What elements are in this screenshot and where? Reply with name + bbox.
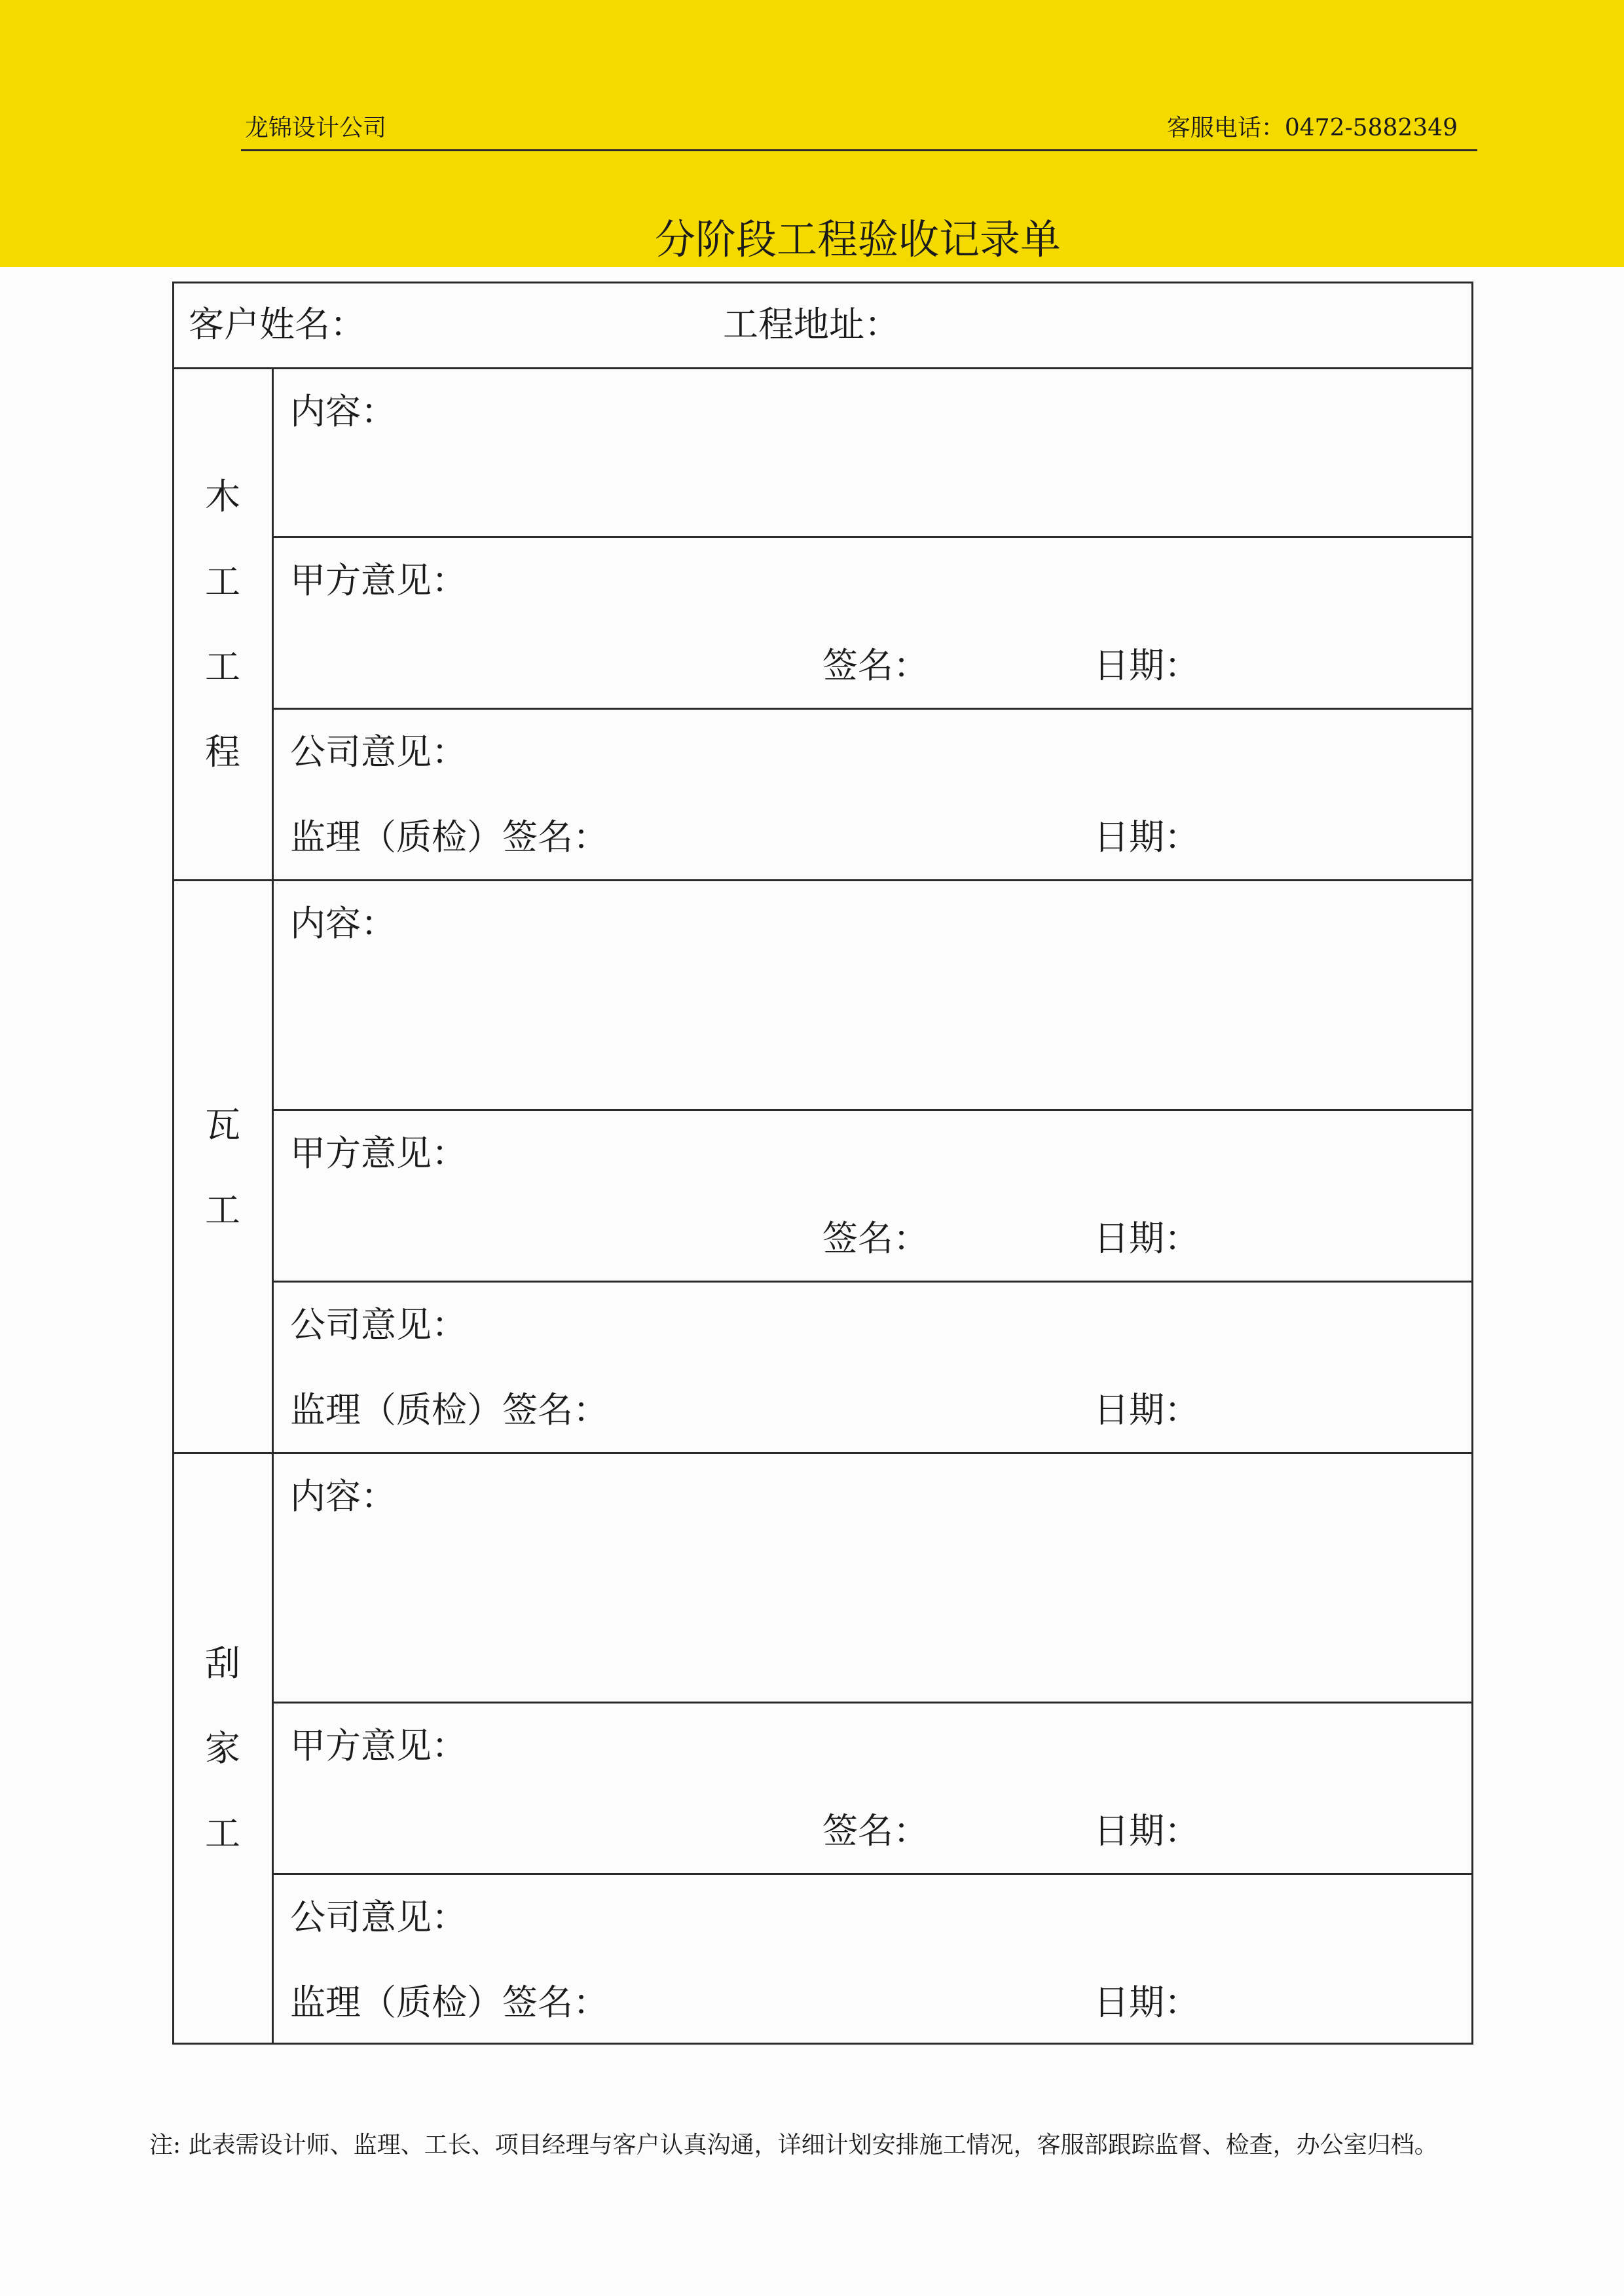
signature-label: 签名： [822, 1218, 929, 1259]
date-label: 日期： [1094, 645, 1200, 686]
supervisor-date-label: 日期： [1094, 816, 1200, 858]
divider-s3-owner [272, 1873, 1473, 1875]
supervisor-signature-label: 监理（质检）签名： [290, 1389, 608, 1430]
signature-label: 签名： [822, 645, 929, 686]
supervisor-signature-label: 监理（质检）签名： [290, 816, 608, 858]
customer-name-label: 客户姓名： [189, 304, 365, 345]
divider-section-2 [172, 1452, 1473, 1454]
company-opinion-label: 公司意见： [290, 731, 467, 773]
content-label: 内容： [290, 903, 396, 944]
header-divider [241, 149, 1477, 151]
signature-label: 签名： [822, 1810, 929, 1851]
owner-opinion-label: 甲方意见： [290, 560, 467, 601]
date-label: 日期： [1094, 1810, 1200, 1851]
divider-s1-owner [272, 708, 1473, 710]
supervisor-date-label: 日期： [1094, 1389, 1200, 1430]
company-opinion-label: 公司意见： [290, 1304, 467, 1345]
supervisor-date-label: 日期： [1094, 1982, 1200, 2023]
divider-s3-content [272, 1702, 1473, 1704]
section-label-carpentry: 木 工 工 程 [205, 476, 240, 773]
divider-s1-content [272, 536, 1473, 538]
content-label: 内容： [290, 1476, 396, 1517]
company-name: 龙锦设计公司 [245, 115, 387, 141]
divider-s2-owner [272, 1281, 1473, 1283]
owner-opinion-label: 甲方意见： [290, 1133, 467, 1174]
content-label: 内容： [290, 391, 396, 432]
service-phone: 客服电话：0472-5882349 [1166, 115, 1458, 141]
divider-section-1 [172, 879, 1473, 881]
company-opinion-label: 公司意见： [290, 1897, 467, 1938]
project-address-label: 工程地址： [723, 304, 900, 345]
document-title: 分阶段工程验收记录单 [654, 215, 1061, 263]
owner-opinion-label: 甲方意见： [290, 1725, 467, 1766]
divider-s2-content [272, 1109, 1473, 1111]
divider-header-row [172, 367, 1473, 369]
date-label: 日期： [1094, 1218, 1200, 1259]
supervisor-signature-label: 监理（质检）签名： [290, 1982, 608, 2023]
footnote: 注: 此表需设计师、监理、工长、项目经理与客户认真沟通，详细计划安排施工情况，客服部跟踪监督、检查，办公室归档。 [149, 2132, 1438, 2159]
section-label-tiling: 瓦 工 [205, 1104, 240, 1231]
section-label-plastering: 刮 家 工 [205, 1643, 240, 1854]
